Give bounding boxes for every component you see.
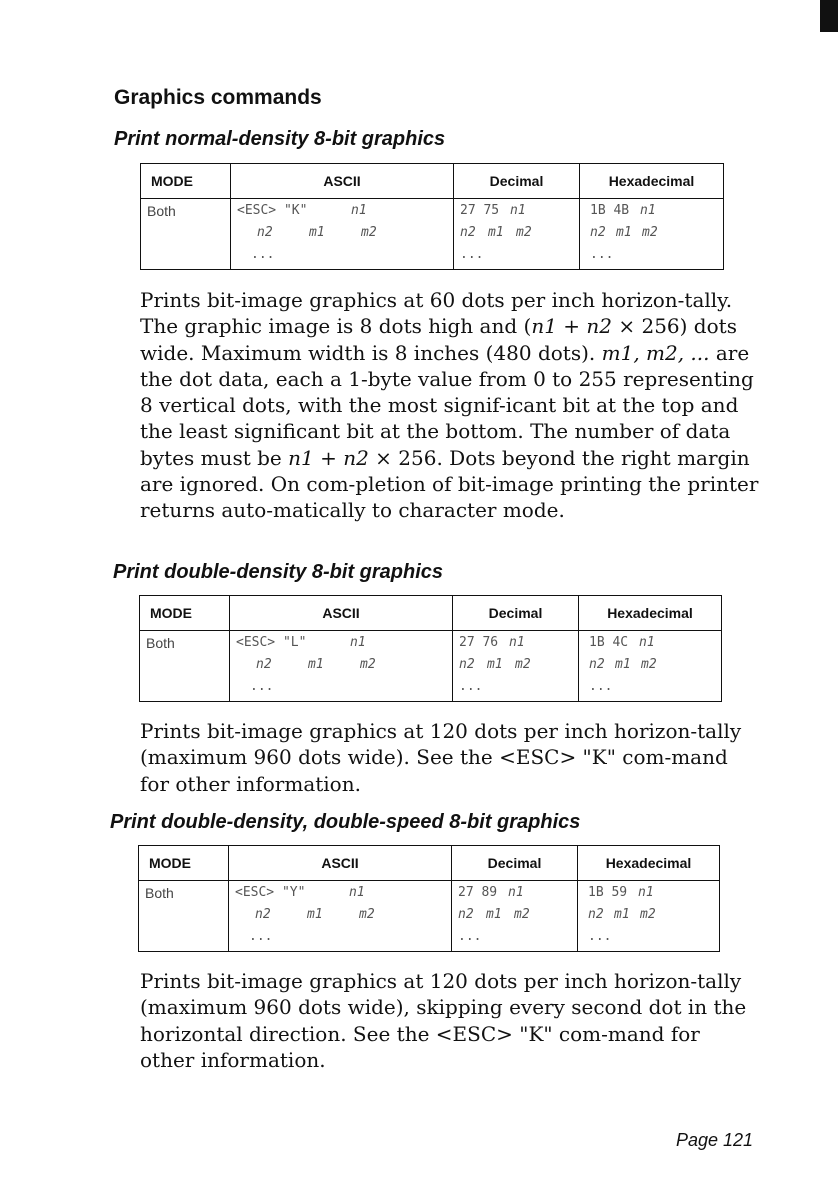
ascii-cell: <ESC> "K" n1 n2 m1 m2 ...: [237, 203, 377, 262]
page-tab-marker: [820, 0, 838, 32]
command-title-double-speed: Print double-density, double-speed 8-bit graphics: [110, 811, 581, 833]
header-decimal: Decimal: [452, 846, 578, 881]
command-title-normal-density: Print normal-density 8-bit graphics: [114, 128, 446, 150]
header-hex: Hexadecimal: [578, 846, 720, 881]
header-hex: Hexadecimal: [579, 596, 722, 631]
hex-cell: 1B 59 n1 n2 m1 m2 ...: [588, 885, 656, 944]
decimal-cell: 27 76 n1 n2 m1 m2 ...: [459, 635, 531, 694]
mode-value: Both: [147, 203, 176, 219]
command-description-double-speed: Prints bit-image graphics at 120 dots per inch horizon-tally (maximum 960 dots wide), skipping every second dot in the horizontal direction. See the <ESC> "K" com-mand for other information.: [140, 969, 747, 1072]
command-description-normal-density: Prints bit-image graphics at 60 dots per inch horizon-tally. The graphic image is 8 dots high and (n1 + n2 × 256) dots wide. Maximum width is 8 inches (480 dots). m1, m2, ... are the dot data, each a 1-byte value from 0 to 255 representing 8 vertical dots, with the most signif-icant bit at the top and the least significant bit at the bottom. The number of data bytes must be n1 + n2 × 256. Dots beyond the right margin are ignored. On com-pletion of bit-image printing the printer returns auto-matically to character mode.: [140, 288, 759, 523]
command-table-normal-density: [140, 163, 724, 270]
header-mode: MODE: [139, 846, 229, 881]
command-description-double-density: Prints bit-image graphics at 120 dots per inch horizon-tally (maximum 960 dots wide). See the <ESC> "K" com-mand for other information.: [140, 719, 742, 796]
mode-value: Both: [145, 885, 174, 901]
ascii-cell: <ESC> "Y" n1 n2 m1 m2 ...: [235, 885, 375, 944]
header-decimal: Decimal: [453, 596, 579, 631]
header-decimal: Decimal: [454, 164, 580, 199]
hex-cell: 1B 4C n1 n2 m1 m2 ...: [589, 635, 657, 694]
header-ascii: ASCII: [231, 164, 454, 199]
section-title: Graphics commands: [114, 86, 322, 109]
decimal-cell: 27 75 n1 n2 m1 m2 ...: [460, 203, 532, 262]
ascii-cell: <ESC> "L" n1 n2 m1 m2 ...: [236, 635, 376, 694]
command-table-double-speed: [138, 845, 720, 952]
header-ascii: ASCII: [230, 596, 453, 631]
mode-value: Both: [146, 635, 175, 651]
header-mode: MODE: [140, 596, 230, 631]
command-title-double-density: Print double-density 8-bit graphics: [113, 561, 444, 583]
page-number: Page 121: [676, 1130, 754, 1150]
header-hex: Hexadecimal: [580, 164, 724, 199]
hex-cell: 1B 4B n1 n2 m1 m2 ...: [590, 203, 658, 262]
command-table-double-density: [139, 595, 722, 702]
decimal-cell: 27 89 n1 n2 m1 m2 ...: [458, 885, 530, 944]
header-mode: MODE: [141, 164, 231, 199]
header-ascii: ASCII: [229, 846, 452, 881]
